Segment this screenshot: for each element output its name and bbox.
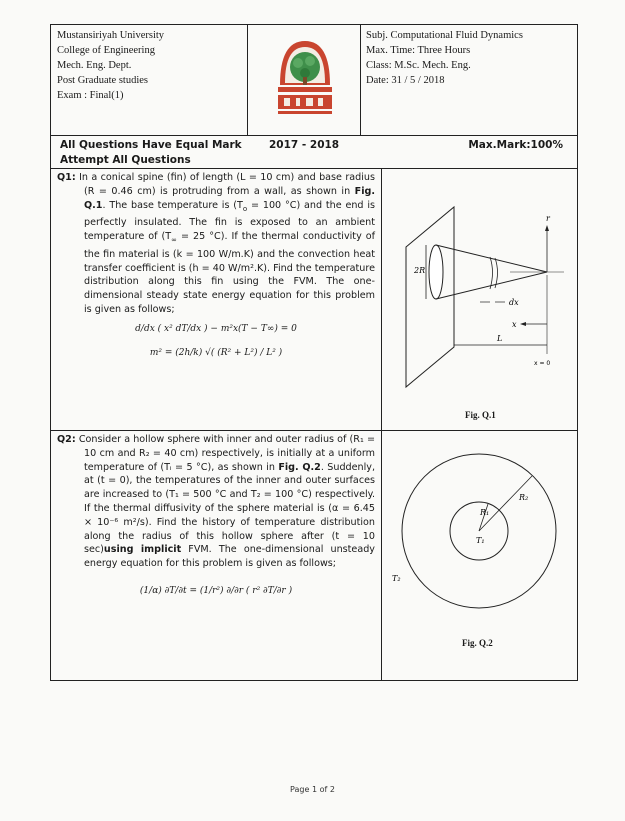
question-2-text: Q2: Consider a hollow sphere with inner and outer radius of (R₁ = 10 cm and R₂ = 40 cm) respectively, is initially at a uniform temperature of (Tᵢ = 5 °C), as shown in Fig. Q.2. Suddenly, at (t = 0), the temperatures of the inner and outer surfaces are increased to (T₁ = 500 °C and T₂ = 100 °C) respectively. If the thermal diffusivity of the sphere material is (α = 6.45 × 10⁻⁶ m²/s). Find the history of temperature distribution along the radius of this hollow sphere after (t = 10 sec)using implicit FVM. The one-dimensional unsteady energy equation for this problem is given as follows; (1/α) ∂T/∂t = (1/r²) ∂/∂r ( r² ∂T/∂r ) (51, 431, 382, 680)
university-name: Mustansiriyah University (57, 30, 165, 41)
exam-date: Date: 31 / 5 / 2018 (366, 75, 445, 86)
studies-level: Post Graduate studies (57, 75, 148, 86)
label-R1: R₁ (480, 508, 490, 517)
label-x0: x = 0 (534, 360, 551, 367)
header-course-info (361, 25, 577, 135)
header-institution (51, 25, 248, 135)
attempt-all-note: Attempt All Questions (60, 154, 191, 166)
label-r: r (546, 214, 550, 223)
question-1-text: Q1: In a conical spine (fin) of length (L = 10 cm) and base radius (R = 0.46 cm) is protruding from a wall, as shown in Fig. Q.1. The base temperature is ($T_o = 100$ °C) and the end is perfectly insulated. The fin is exposed to an ambient temperature of ($T_\infty = 25$ °C). If the thermal conductivity of the fin material is (k = 100 W/m.K) and the convection heat transfer coefficient is (h = 40 W/m².K). Find the temperature distribution along this fin using the FVM. The one-dimensional steady state energy equation for this problem is given as follows; d/dx ( x² dT/dx ) − m²x(T − T∞) = 0 m² = (2h/k) √( (R² + L²) / L² ) (51, 169, 382, 430)
label-dx: dx (509, 298, 519, 307)
department-name: Mech. Eng. Dept. (57, 60, 132, 71)
label-2R: 2R (414, 266, 426, 275)
header-logo-cell (248, 25, 361, 135)
subject: Subj. Computational Fluid Dynamics (366, 30, 523, 41)
college-name: College of Engineering (57, 45, 155, 56)
instructions-bar (50, 136, 578, 169)
label-R2: R₂ (519, 493, 529, 502)
equal-mark-note: All Questions Have Equal Mark (60, 139, 242, 151)
figure-q2 (382, 431, 577, 680)
max-mark: Max.Mark:100% (468, 139, 563, 151)
header-table (50, 24, 578, 136)
hollow-sphere-diagram (382, 431, 577, 643)
question-1-number: Q1: (57, 172, 76, 183)
figure-q1-caption: Fig. Q.1 (465, 410, 496, 420)
question-2-number: Q2: (57, 434, 76, 445)
question-2 (50, 431, 578, 681)
question-1 (50, 169, 578, 431)
class-level: Class: M.Sc. Mech. Eng. (366, 60, 471, 71)
q1-equation-2: m² = (2h/k) √( (R² + L²) / L² ) (149, 347, 283, 358)
academic-year: 2017 - 2018 (269, 139, 340, 151)
page-number: Page 1 of 2 (290, 785, 335, 794)
exam-type: Exam : Final(1) (57, 90, 124, 101)
label-T2: T₂ (392, 574, 401, 583)
university-logo-icon (274, 35, 336, 125)
figure-q1 (382, 169, 577, 430)
q1-equation-1: d/dx ( x² dT/dx ) − m²x(T − T∞) = 0 (135, 323, 297, 334)
figure-q2-caption: Fig. Q.2 (462, 638, 493, 648)
label-T1: T₁ (476, 536, 485, 545)
label-L: L (497, 334, 503, 343)
conical-fin-diagram (382, 169, 577, 427)
q2-equation: (1/α) ∂T/∂t = (1/r²) ∂/∂r ( r² ∂T/∂r ) (139, 585, 293, 596)
max-time: Max. Time: Three Hours (366, 45, 471, 56)
label-x: x (512, 320, 517, 329)
